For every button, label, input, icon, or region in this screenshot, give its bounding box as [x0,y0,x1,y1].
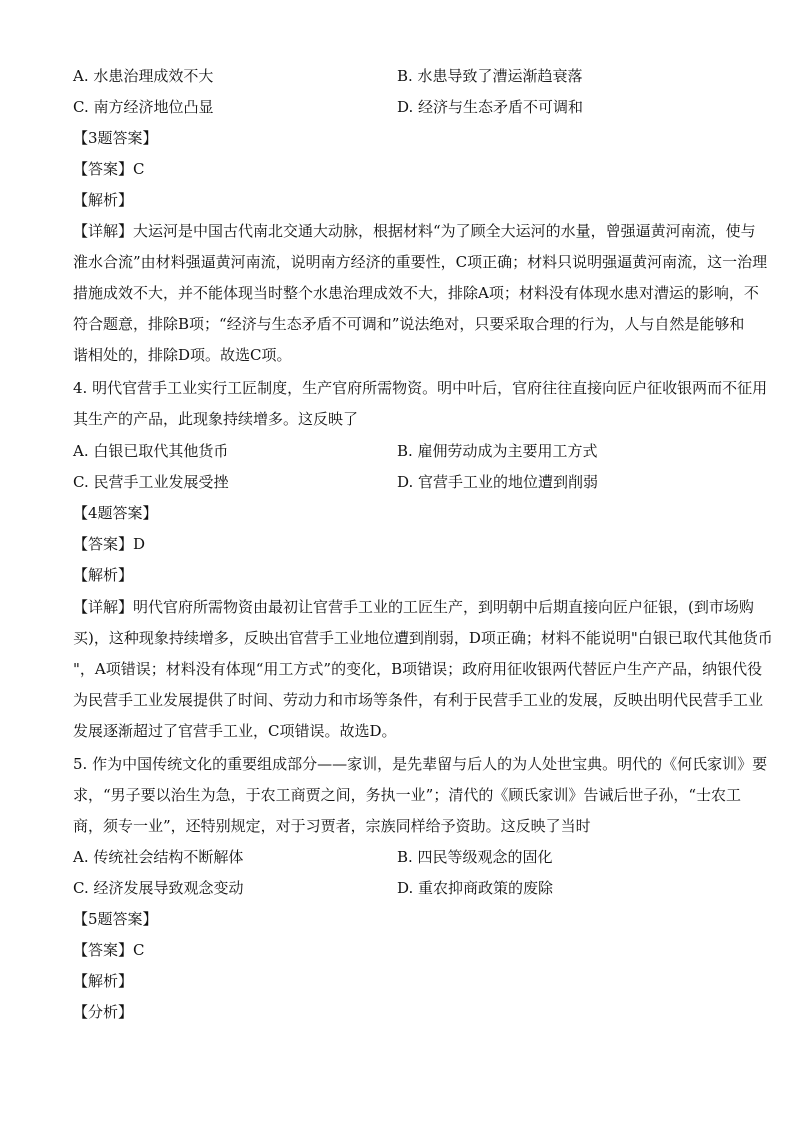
q3-detail-line: 符合题意，排除B项；“经济与生态矛盾不可调和”说法绝对，只要采取合理的行为，人与自然是能够和 [73,315,745,333]
q5-options-row-2 [73,878,723,898]
q3-answer: 【答案】C [73,160,145,178]
q5-stem-line: 商，须专一业”，还特别规定，对于习贾者，宗族同样给予资助。这反映了当时 [73,817,591,835]
q3-option-a: A. 水患治理成效不大 [73,67,214,85]
q5-option-c: C. 经济发展导致观念变动 [73,879,244,897]
q4-analysis-label: 【解析】 [73,566,134,584]
q4-option-b: B. 雇佣劳动成为主要用工方式 [397,442,598,460]
q3-options-row-1 [73,66,723,86]
q4-stem-line: 4. 明代官营手工业实行工匠制度，生产官府所需物资。明中叶后，官府往往直接向匠户征收银两而不征用 [73,379,768,397]
q3-detail-line: 【详解】大运河是中国古代南北交通大动脉，根据材料“为了顾全大运河的水量，曾强逼黄河南流，使与 [73,222,756,240]
q4-detail-line: "，A项错误；材料没有体现“用工方式”的变化，B项错误；政府用征收银两代替匠户生产产品，纳银代役 [73,660,763,678]
q4-option-d: D. 官营手工业的地位遭到削弱 [397,473,599,491]
q5-option-b: B. 四民等级观念的固化 [397,848,553,866]
q5-answer-header: 【5题答案】 [73,910,158,928]
q4-options-row-1 [73,441,723,461]
q3-answer-header: 【3题答案】 [73,129,158,147]
q4-option-c: C. 民营手工业发展受挫 [73,473,229,491]
q4-detail-line: 【详解】明代官府所需物资由最初让官营手工业的工匠生产，到明朝中后期直接向匠户征银，(到市场购 [73,598,754,616]
q3-option-c: C. 南方经济地位凸显 [73,98,214,116]
q3-options-row-2 [73,97,723,117]
q5-answer: 【答案】C [73,941,145,959]
q5-option-a: A. 传统社会结构不断解体 [73,848,244,866]
q5-analysis-fenxi-label: 【分析】 [73,1003,134,1021]
q4-detail-paragraph [73,592,773,747]
q3-detail-line: 措施成效不大，并不能体现当时整个水患治理成效不大，排除A项；材料没有体现水患对漕运的影响，不 [73,284,759,302]
q4-stem [73,373,768,435]
q5-stem-line: 5. 作为中国传统文化的重要组成部分——家训，是先辈留与后人的为人处世宝典。明代的《何氏家训》要 [73,755,768,773]
q4-option-a: A. 白银已取代其他货币 [73,442,229,460]
q5-analysis-label: 【解析】 [73,972,134,990]
q4-detail-line: 发展逐渐超过了官营手工业，C项错误。故选D。 [73,722,397,740]
q4-stem-line: 其生产的产品，此现象持续增多。这反映了 [73,410,359,428]
q5-option-d: D. 重农抑商政策的废除 [397,879,554,897]
q5-options-row-1 [73,847,723,867]
q5-stem-line: 求，“男子要以治生为急，于农工商贾之间，务执一业”；清代的《顾氏家训》告诫后世子孙，“士农工 [73,786,742,804]
q3-analysis-label: 【解析】 [73,191,134,209]
q4-answer-header: 【4题答案】 [73,504,158,522]
q4-options-row-2 [73,472,723,492]
q4-detail-line: 为民营手工业发展提供了时间、劳动力和市场等条件，有利于民营手工业的发展，反映出明代民营手工业 [73,691,764,709]
q3-detail-paragraph [73,216,768,371]
q5-stem [73,749,768,842]
q4-detail-line: 买)，这种现象持续增多，反映出官营手工业地位遭到削弱，D项正确；材料不能说明"白银已取代其他货币 [73,629,773,647]
q3-detail-line: 淮水合流”由材料强逼黄河南流，说明南方经济的重要性，C项正确；材料只说明强逼黄河南流，这一治理 [73,253,768,271]
q3-option-b: B. 水患导致了漕运渐趋衰落 [397,67,583,85]
q4-answer: 【答案】D [73,535,146,553]
q3-detail-line: 谐相处的，排除D项。故选C项。 [73,346,292,364]
q3-option-d: D. 经济与生态矛盾不可调和 [397,98,584,116]
